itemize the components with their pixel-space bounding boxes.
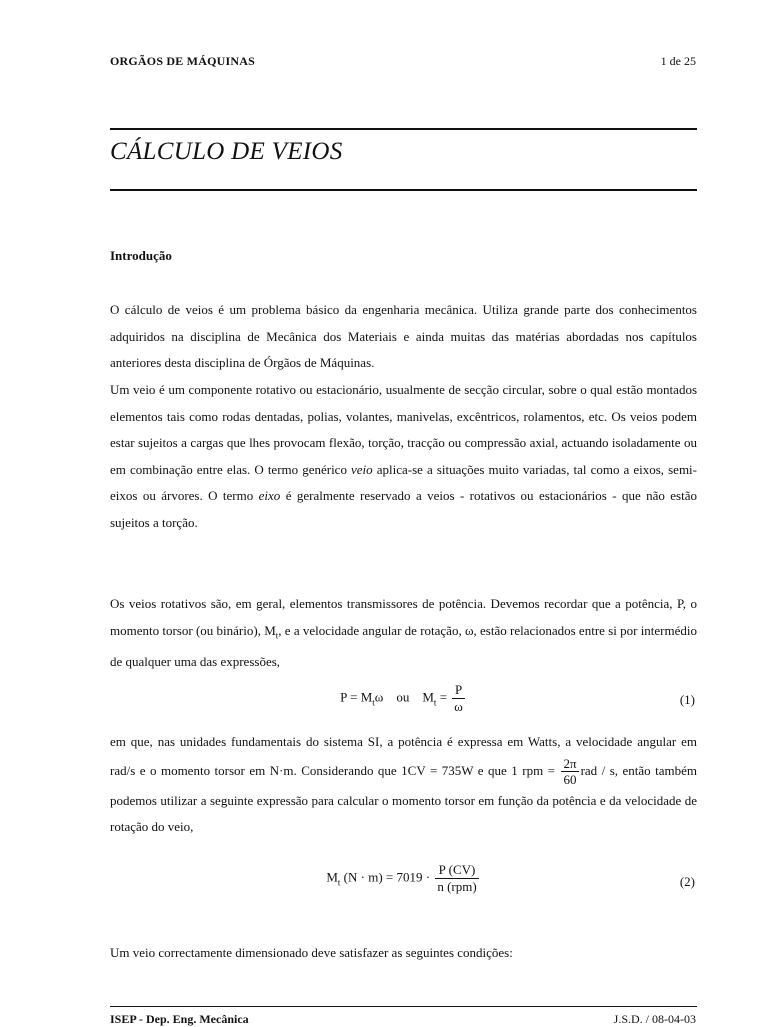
eq1-equals: = (436, 689, 448, 705)
text-run: aplica-se a situações muito variadas, tal como a eixos, semi-eixos ou árvores. O termo (110, 461, 697, 503)
rpm-fraction (561, 756, 578, 788)
symbol-subscript: t (275, 630, 279, 641)
eq2-lhs-tail: (N · m) = 7019 · (340, 869, 431, 885)
text-run: Um veio é um componente rotativo ou estacionário, usualmente de secção circular, sobre o qual estão montados elementos tais como rodas dentadas, polias, volantes, manivelas, excêntricos, rolamentos, etc. Os veios podem estar sujeitos a cargas que lhes provocam flexão, torção, tracção ou compressão axial, actuando isoladamente ou em combinação entre elas. O termo genérico (110, 382, 697, 477)
title-bottom-rule (110, 189, 697, 191)
running-header-title: ORGÃOS DE MÁQUINAS (110, 54, 255, 68)
eq1-rhs-m: M (422, 689, 434, 705)
eq2-lhs: M (326, 869, 338, 885)
text-run: , então também podemos utilizar a seguinte expressão para calcular o momento torsor em função da potência e da velocidade de rotação do veio, (110, 762, 698, 835)
page-number: 1 de 25 (660, 54, 696, 68)
paragraph-power (110, 591, 697, 675)
equation-1-number: (1) (679, 692, 695, 707)
title-top-rule (110, 128, 697, 130)
eq2-sub: t (337, 877, 341, 888)
equation-2-number: (2) (679, 874, 695, 889)
italic-term-veio: veio (351, 461, 373, 477)
equation-2 (110, 862, 697, 906)
eq2-denominator: n (rpm) (437, 879, 477, 895)
footer-author-date: J.S.D. / 08-04-03 (613, 1012, 696, 1026)
paragraph-conditions (110, 940, 697, 967)
equation-1-body (110, 682, 697, 716)
eq1-numerator: P (452, 682, 465, 699)
rpm-unit: rad / s (580, 762, 615, 778)
paragraph-intro (110, 297, 697, 377)
footer-institution: ISEP - Dep. Eng. Mecânica (110, 1012, 249, 1026)
symbol-m: M (264, 622, 276, 638)
chapter-title: CÁLCULO DE VEIOS (110, 138, 343, 165)
paragraph-intro-text: O cálculo de veios é um problema básico da engenharia mecânica. Utiliza grande parte dos conhecimentos adquiridos na disciplina de Mecânica dos Materiais e ainda muitas das matérias abordadas nos capítulos anteriores desta disciplina de Órgãos de Máquinas. (110, 302, 697, 370)
footer-rule (110, 1006, 697, 1007)
text-run: Os veios rotativos são, em geral, elementos transmissores de potência. Devemos recordar que a potência, P, o momento torsor (ou binário), (110, 596, 697, 638)
eq1-denominator: ω (454, 699, 463, 715)
equation-1 (110, 682, 697, 726)
section-heading: Introdução (110, 248, 172, 263)
paragraph-veio-definition (110, 377, 697, 536)
eq1-or: ou (396, 689, 410, 705)
eq1-fraction (452, 682, 465, 716)
eq1-lhs: P = M (340, 689, 373, 705)
text-run: , e a velocidade angular de rotação, ω, estão relacionados entre si por intermédio de qualquer uma das expressões, (110, 622, 698, 669)
eq2-fraction (435, 862, 478, 896)
eq1-sub: t (372, 697, 375, 708)
text-run: em que, nas unidades fundamentais do sistema SI, a potência é expressa em Watts, a velocidade angular em rad/s e o momento torsor em N·m. Considerando que 1CV = 735W e que 1 rpm = (110, 734, 697, 778)
symbol-mt (264, 622, 279, 641)
text-run: é geralmente reservado a veios - rotativos ou estacionários - que não estão sujeitos a torção. (110, 488, 697, 530)
rpm-denominator: 60 (563, 772, 577, 788)
rpm-numerator: 2π (563, 755, 577, 771)
eq1-rhs-sub: t (433, 697, 437, 708)
eq2-numerator: P (CV) (435, 862, 478, 879)
italic-term-eixo: eixo (258, 488, 281, 503)
paragraph-conditions-text: Um veio correctamente dimensionado deve satisfazer as seguintes condições: (110, 945, 513, 960)
equation-2-body (110, 862, 697, 896)
eq1-omega: ω (374, 689, 384, 705)
paragraph-units (110, 729, 697, 841)
